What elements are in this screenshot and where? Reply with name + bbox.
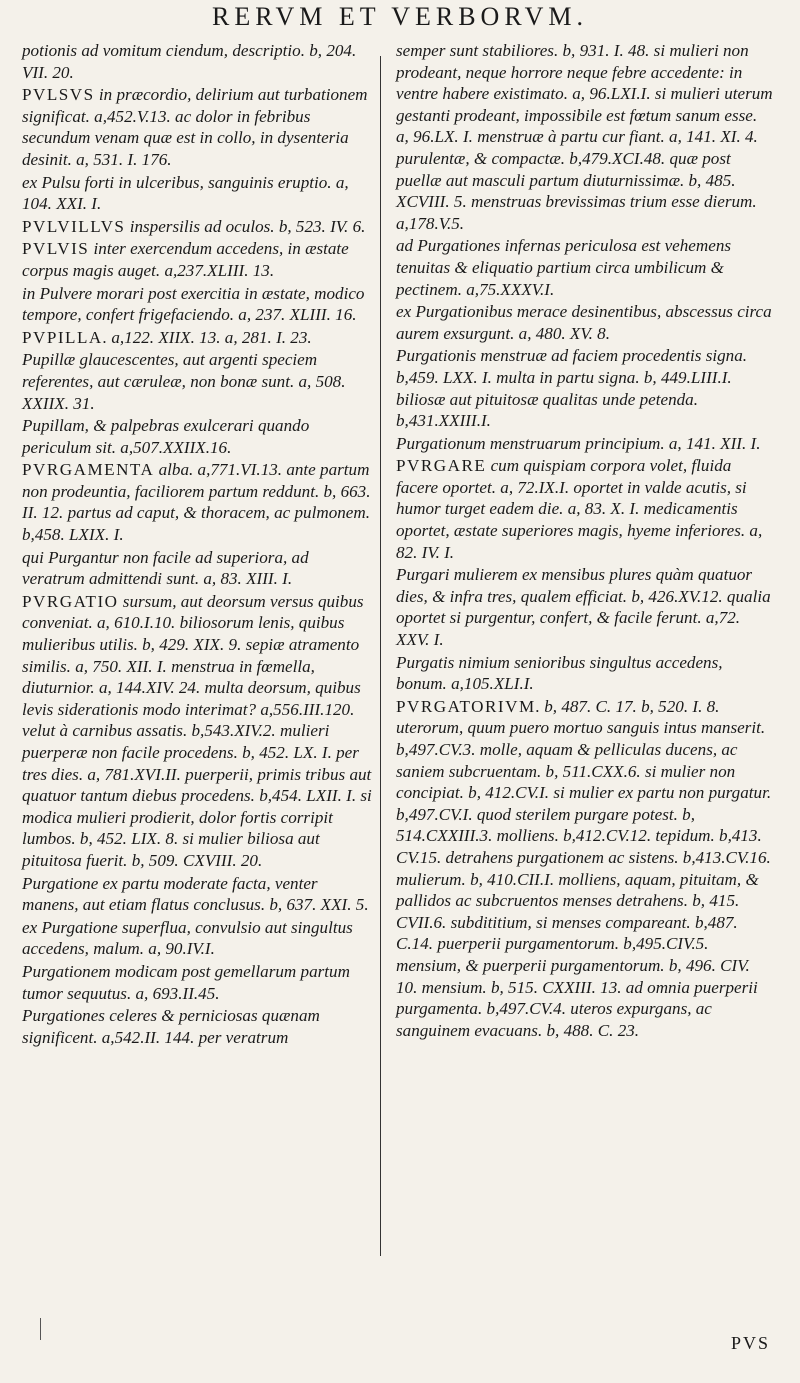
entry-text: . a,122. XIIX. 13. a, 281. I. 23. xyxy=(102,327,312,347)
index-entry xyxy=(22,349,372,414)
entry-text: cum quispiam corpora volet, fluida facere oportet. a, 72.IX.I. oportet in valde acutis, si humor turget eadem die. a, 83. X. I. medicamentis oportet, æstate superiores magis, hyeme inferiores. a, 82. IV. I. xyxy=(396,456,763,562)
right-column xyxy=(396,40,774,1041)
entry-text: Pupillam, & palpebras exulcerari quando periculum sit. a,507.XXIIX.16. xyxy=(22,416,310,457)
index-entry xyxy=(22,40,372,83)
entry-headword: PVRGARE xyxy=(396,456,487,476)
index-entry xyxy=(396,301,774,344)
column-rule xyxy=(380,56,381,1256)
index-entry xyxy=(396,345,774,431)
index-entry xyxy=(22,84,372,170)
margin-mark xyxy=(40,1318,41,1340)
running-head: RERVM ET VERBORVM. xyxy=(212,2,588,31)
index-entry xyxy=(396,235,774,300)
entry-headword: PVLVILLVS xyxy=(22,216,126,236)
index-entry xyxy=(22,459,372,545)
entry-headword: PVRGAMENTA xyxy=(22,460,155,480)
index-entry xyxy=(22,172,372,215)
index-entry xyxy=(396,652,774,695)
entry-text: Purgatis nimium senioribus singultus accedens, bonum. a,105.XLI.I. xyxy=(396,652,723,694)
entry-text: Purgatione ex partu moderate facta, venter manens, aut etiam flatus conclusus. b, 637. XXI. 5. xyxy=(22,873,369,915)
index-entry xyxy=(22,873,372,916)
entry-text: ex Pulsu forti in ulceribus, sanguinis eruptio. a, 104. XXI. I. xyxy=(22,172,349,214)
entry-headword: PVLVIS xyxy=(22,239,90,259)
index-entry xyxy=(396,433,774,455)
entry-text: alba. a,771.VI.13. ante partum non prodeuntia, faciliorem partum reddunt. b, 663. II. 12. partus ad caput, & thoracem, ac pulmonem. b,458. LXIX. I. xyxy=(22,460,371,545)
index-entry xyxy=(396,455,774,563)
entry-headword: PVLSVS xyxy=(22,85,95,105)
index-entry xyxy=(22,591,372,872)
entry-text: inter exercendum accedens, in æstate corpus magis auget. a,237.XLIII. 13. xyxy=(22,239,349,280)
entry-headword: PVPILLA xyxy=(22,327,103,347)
entry-text: in præcordio, delirium aut turbationem significat. a,452.V.13. ac dolor in febribus secundum venam quæ est in collo, in dysenteria desinit. a, 531. I. 176. xyxy=(22,85,368,169)
index-entry xyxy=(22,216,372,238)
entry-text: Purgari mulierem ex mensibus plures quàm quatuor dies, & infra tres, qualem efficiat. b, 426.XV.12. qualia oportet si purgentur, confert, & facile ferunt. a,72. XXV. I. xyxy=(396,565,771,650)
index-entry xyxy=(396,696,774,1042)
entry-text: semper sunt stabiliores. b, 931. I. 48. si mulieri non prodeant, neque horrore neque febre accedente: in ventre habere existimato. a, 96.LXI.I. si mulieri uterum gestanti prodeant, impossibile est fœtum sanum esse. a, 96.LX. I. menstruæ à partu cur fiant. a, 141. XI. 4. purulentæ, & compactæ. b,479.XCI.48. quæ post puellæ aut masculi partum diuturnissimæ. b, 485. XCVIII. 5. menstruas brevissimas trium esse dierum. a,178.V.5. xyxy=(396,41,773,233)
entry-text: sursum, aut deorsum versus quibus conveniat. a, 610.I.10. biliosorum lenis, quibus mulieribus utilis. b, 429. XIX. 9. sepiæ atramento similis. a, 750. XII. I. menstrua in fœmella, diuturnior. a, 144.XIV. 24. multa deorsum, quibus levis siderationis modo interimat? a,556.III.120. velut à carnibus assatis. b,543.XIV.2. mulieri puerperæ non facile procedens. b, 452. LX. I. per tres dies. a, 781.XVI.II. puerperii, primis tribus aut quatuor tantum diebus procedens. b,454. LXII. I. si modica mulieri prodierit, dolor fortis corripit lumbos. b, 452. LIX. 8. si mulier biliosa aut pituitosa fuerit. b, 509. CXVIII. 20. xyxy=(22,591,372,870)
index-entry xyxy=(396,564,774,650)
entry-text: in Pulvere morari post exercitia in æstate, modico tempore, confert frigefaciendo. a, 237. XLIII. 16. xyxy=(22,283,365,325)
entry-text: ad Purgationes infernas periculosa est vehemens tenuitas & eliquatio partium circa umbilicum & pectinem. a,75.XXXV.I. xyxy=(396,236,732,299)
entry-text: ex Purgationibus merace desinentibus, abscessus circa aurem exsurgunt. a, 480. XV. 8. xyxy=(396,302,772,343)
left-column xyxy=(22,40,372,1048)
entry-text: Purgationis menstruæ ad faciem procedentis signa. b,459. LXX. I. multa in partu signa. b, 449.LIII.I. biliosæ aut pituitosæ qualitas unde petenda. b,431.XXIII.I. xyxy=(396,346,748,431)
index-entry xyxy=(22,238,372,281)
index-entry xyxy=(22,917,372,960)
entry-text: inspersilis ad oculos. b, 523. IV. 6. xyxy=(125,216,366,236)
entry-text: qui Purgantur non facile ad superiora, ad veratrum admittendi sunt. a, 83. XIII. I. xyxy=(22,547,309,589)
entry-text: Purgationem modicam post gemellarum partum tumor sequutus. a, 693.II.45. xyxy=(22,961,350,1003)
entry-text: potionis ad vomitum ciendum, descriptio. b, 204. VII. 20. xyxy=(22,41,357,82)
entry-headword: PVRGATORIVM xyxy=(396,696,536,716)
index-entry xyxy=(22,1005,372,1048)
entry-text: Purgationes celeres & perniciosas quænam significent. a,542.II. 144. per veratrum xyxy=(22,1006,320,1047)
index-entry xyxy=(22,961,372,1004)
catchword: PVS xyxy=(730,1333,770,1353)
entry-text: ex Purgatione superflua, convulsio aut singultus accedens, malum. a, 90.IV.I. xyxy=(22,917,353,959)
entry-headword: PVRGATIO xyxy=(22,591,119,611)
index-entry xyxy=(22,547,372,590)
index-entry xyxy=(22,283,372,326)
entry-text: Purgationum menstruarum principium. a, 141. XII. I. xyxy=(396,433,761,453)
index-entry xyxy=(22,415,372,458)
entry-text: Pupillæ glaucescentes, aut argenti speciem referentes, aut cæruleæ, non bonæ sunt. a, 508. XXIIX. 31. xyxy=(22,350,346,413)
entry-text: . b, 487. C. 17. b, 520. I. 8. uterorum, quum puero mortuo sanguis intus manserit. b,497.CV.3. molle, aquam & pelliculas ducens, ac saniem subcruentam. b, 511.CXX.6. si mulier non concipiat. b, 412.CV.I. si mulier ex partu non purgatur. b,497.CV.I. quod sterilem purgare potest. b, 514.CXXIII.3. molliens. b,412.CV.12. tepidum. b,413. CV.15. detrahens purgationem ac sistens. b,413.CV.16. mulierum. b, 410.CII.I. molliens, aquam, pituitam, & pallidos ac subcruentos menses detrahens. b, 415. CVII.6. subdititium, si menses compareant. b,487. C.14. puerperii purgamentorum. b,495.CIV.5. mensium, & puerperii purgamentorum. b, 496. CIV. 10. mensium. b, 515. CXXIII. 13. ad omnia puerperii purgamenta. b,497.CV.4. uteros expurgans, ac sanguinem evacuans. b, 488. C. 23. xyxy=(396,696,772,1040)
index-entry xyxy=(22,327,372,349)
index-entry xyxy=(396,40,774,234)
